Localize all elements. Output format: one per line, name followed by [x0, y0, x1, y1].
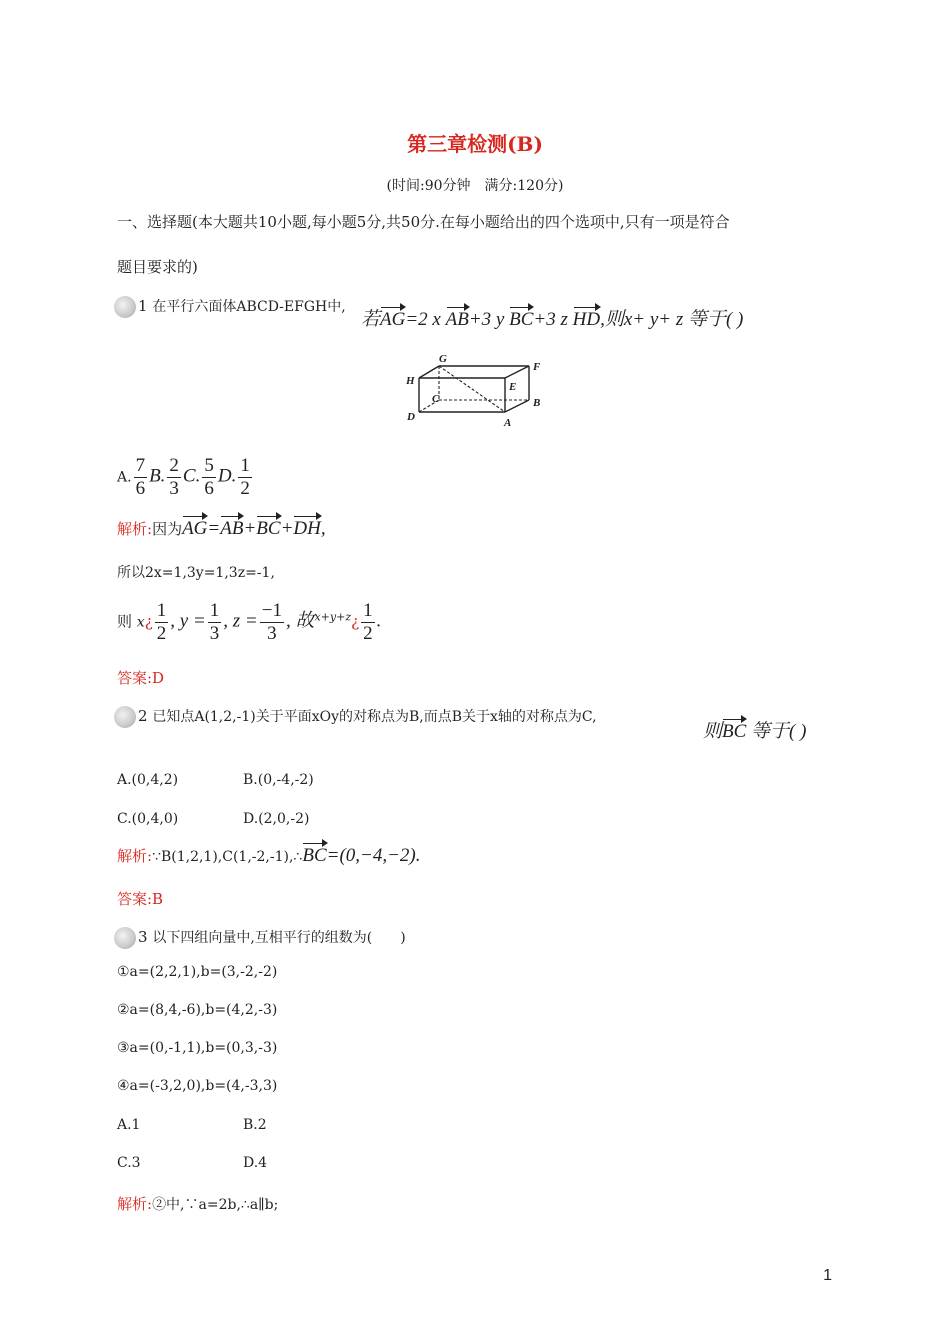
- section-heading-line2: 题目要求的): [117, 258, 198, 276]
- question-2-option-c: C.(0,4,0): [117, 811, 179, 827]
- question-3-item-1: ①a=(2,2,1),b=(3,-2,-2): [117, 964, 278, 980]
- question-3-option-b: B.2: [243, 1117, 267, 1133]
- question-2-stem: 已知点A(1,2,-1)关于平面xOy的对称点为B,而点B关于x轴的对称点为C,: [152, 709, 597, 725]
- question-2-option-d: D.(2,0,-2): [243, 811, 310, 827]
- question-3-item-3: ③a=(0,-1,1),b=(0,3,-3): [117, 1040, 278, 1056]
- figure-label-c: C: [432, 393, 440, 405]
- question-1-options: A. $\frac{7}{6}$ B. $\frac{2}{3}$ C. $\frac{5}{6}$ D. $\frac{1}{2}$: [117, 455, 250, 499]
- parallelepiped-figure: [405, 350, 550, 430]
- question-2-option-a: A.(0,4,2): [117, 772, 179, 788]
- question-2-option-b: B.(0,-4,-2): [243, 772, 314, 788]
- question-1-analysis-line2: 所以2x=1,3y=1,3z=-1,: [117, 565, 275, 581]
- page-title: 第三章检测(B): [407, 132, 543, 156]
- question-2: [114, 706, 597, 728]
- figure-label-h: H: [406, 375, 415, 387]
- question-marker-icon: [114, 706, 136, 728]
- question-3-stem: 以下四组向量中,互相平行的组数为( ): [152, 930, 406, 946]
- question-1-equation: 若AG=2 x AB+3 y BC+3 z HD,则x+ y+ z 等于( ): [361, 309, 744, 330]
- question-marker-icon: [114, 927, 136, 949]
- option-b-denominator: 3: [169, 478, 179, 499]
- figure-label-b: B: [533, 397, 541, 409]
- section-heading-line1: 一、选择题(本大题共10小题,每小题5分,共50分.在每小题给出的四个选项中,只有一项是符合: [117, 213, 730, 231]
- question-3-option-c: C.3: [117, 1155, 141, 1171]
- question-3-analysis: 解析:②中,∵a=2b,∴a∥b;: [117, 1195, 279, 1213]
- question-3-item-4: ④a=(-3,2,0),b=(4,-3,3): [117, 1078, 278, 1094]
- question-3-item-2: ②a=(8,4,-6),b=(4,2,-3): [117, 1002, 278, 1018]
- option-c-denominator: 6: [204, 478, 214, 499]
- question-3-option-d: D.4: [243, 1155, 268, 1171]
- question-1-analysis-line3: 则 x¿ $\frac{1}{2}$ , y = $\frac{1}{3}$ , z = $\frac{-1}{3}$ , 故$^{x+y+z}$¿ $\frac{1}{2}$ .: [117, 600, 382, 644]
- option-b-numerator: 2: [169, 455, 179, 476]
- figure-label-f: F: [533, 361, 541, 373]
- question-marker-icon: [114, 296, 136, 318]
- figure-label-g: G: [439, 353, 447, 365]
- question-2-tail: 则BC 等于( ): [703, 721, 807, 742]
- question-3-option-a: A.1: [117, 1117, 141, 1133]
- option-c-numerator: 5: [204, 455, 214, 476]
- question-2-number: 2: [138, 707, 148, 725]
- question-1-analysis: 解析:因为AG=AB+BC+DH,: [117, 518, 326, 539]
- option-a-denominator: 6: [135, 478, 146, 499]
- question-2-answer: 答案:B: [117, 890, 164, 908]
- question-1-stem: 在平行六面体ABCD-EFGH中,: [152, 299, 346, 315]
- question-2-analysis: 解析:∵B(1,2,1),C(1,-2,-1),∴BC=(0,−4,−2).: [117, 845, 421, 866]
- figure-label-a: A: [504, 417, 512, 429]
- option-d-denominator: 2: [240, 478, 250, 499]
- question-1-answer: 答案:D: [117, 669, 165, 687]
- option-a-numerator: 7: [135, 455, 146, 476]
- option-d-numerator: 1: [240, 455, 250, 476]
- figure-label-d: D: [407, 411, 415, 423]
- figure-label-e: E: [509, 381, 517, 393]
- question-1-number: 1: [138, 297, 148, 315]
- question-3-number: 3: [138, 928, 148, 946]
- page-number: 1: [823, 1267, 832, 1284]
- question-3: [114, 927, 406, 949]
- exam-info: (时间:90分钟 满分:120分): [386, 178, 564, 194]
- question-1: [114, 296, 346, 318]
